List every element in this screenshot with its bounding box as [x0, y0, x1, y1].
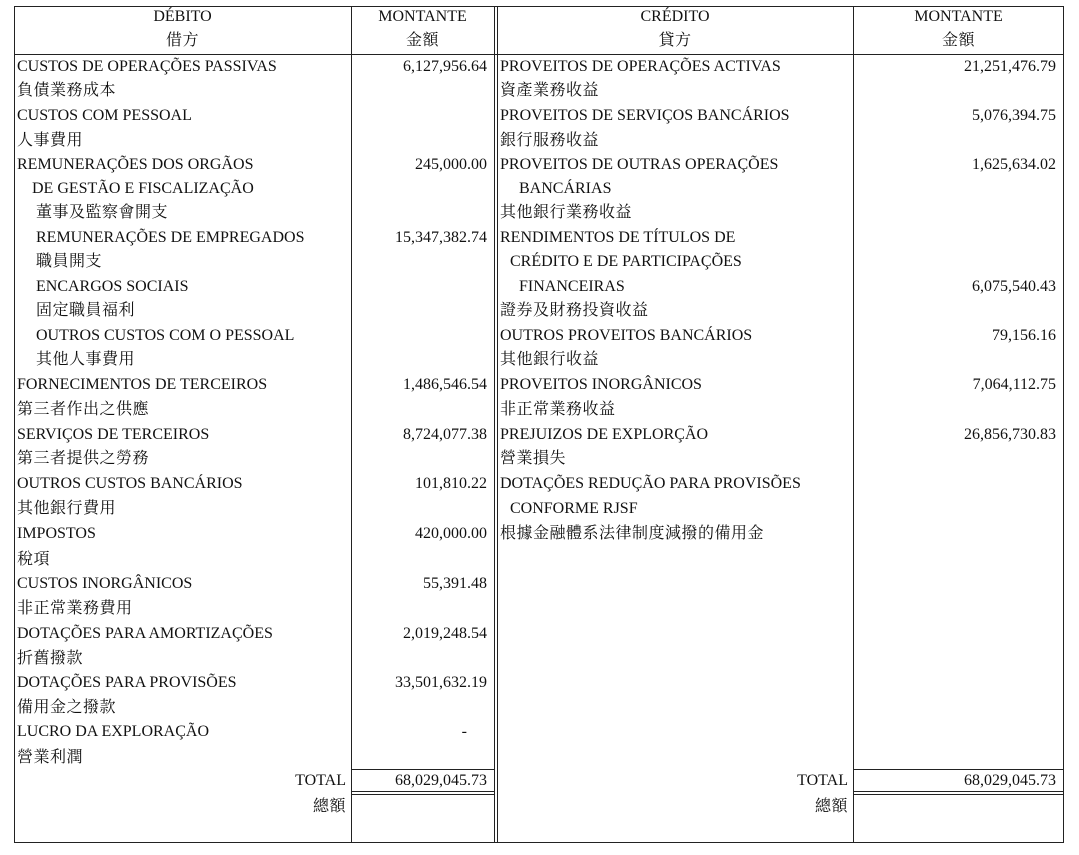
debit-item-label: CUSTOS DE OPERAÇÕES PASSIVAS: [17, 58, 277, 75]
credit-total-label-zh: 總額: [814, 798, 848, 815]
credit-item-label-zh: 非正常業務收益: [500, 401, 616, 418]
credit-item-amount: 1,625,634.02: [972, 156, 1056, 173]
credit-item-label-zh: 資產業務收益: [500, 82, 600, 99]
credit-item-label-cont: FINANCEIRAS: [519, 278, 625, 295]
credit-amount-header: [853, 5, 1064, 53]
credit-item-amount: 5,076,394.75: [972, 107, 1056, 124]
debit-item-label: LUCRO DA EXPLORAÇÃO: [17, 723, 210, 740]
credit-item-label: PROVEITOS DE OUTRAS OPERAÇÕES: [500, 156, 779, 173]
credit-item-label: PREJUIZOS DE EXPLORÇÃO: [500, 426, 709, 443]
debit-item-amount: 420,000.00: [415, 525, 487, 542]
credit-item-amount: 21,251,476.79: [964, 58, 1056, 75]
debit-item-label: REMUNERAÇÕES DOS ORGÃOS: [17, 156, 254, 173]
debit-item-label-zh: 其他人事費用: [36, 351, 136, 368]
credit-item-label: OUTROS PROVEITOS BANCÁRIOS: [500, 327, 753, 344]
credit-item-label: DOTAÇÕES REDUÇÃO PARA PROVISÕES: [500, 475, 801, 492]
debit-item-label-zh: 固定職員福利: [36, 302, 136, 319]
debit-total-label: TOTAL: [295, 772, 346, 789]
column-divider: [494, 6, 495, 843]
debit-item-label-cont: DE GESTÃO E FISCALIZAÇÃO: [32, 180, 254, 197]
debit-total-label-zh: 總額: [312, 798, 346, 815]
credit-item-label-zh: 證券及財務投資收益: [500, 302, 649, 319]
debit-amount-header: [351, 5, 494, 53]
debit-item-label: OUTROS CUSTOS COM O PESSOAL: [36, 327, 295, 344]
debit-header-pt: DÉBITO: [153, 8, 212, 25]
debit-header: [14, 5, 351, 53]
credit-total-label: TOTAL: [797, 772, 848, 789]
debit-item-label: CUSTOS COM PESSOAL: [17, 107, 192, 124]
debit-item-label: FORNECIMENTOS DE TERCEIROS: [17, 376, 268, 393]
credit-total-double-line: [853, 794, 1064, 795]
column-divider: [497, 6, 498, 843]
debit-item-amount: 245,000.00: [415, 156, 487, 173]
amount-header-pt: MONTANTE: [378, 8, 467, 25]
credit-header-zh: 貸方: [658, 32, 692, 49]
credit-item-label: PROVEITOS DE SERVIÇOS BANCÁRIOS: [500, 107, 790, 124]
credit-item-label: PROVEITOS DE OPERAÇÕES ACTIVAS: [500, 58, 781, 75]
debit-item-amount: 33,501,632.19: [395, 674, 487, 691]
credit-item-amount: 7,064,112.75: [972, 376, 1056, 393]
debit-item-amount: 15,347,382.74: [395, 229, 487, 246]
debit-item-label-zh: 負債業務成本: [17, 82, 117, 99]
debit-item-label-zh: 折舊撥款: [17, 650, 84, 667]
debit-item-label-zh: 備用金之撥款: [17, 699, 117, 716]
debit-item-label: OUTROS CUSTOS BANCÁRIOS: [17, 475, 243, 492]
debit-header-zh: 借方: [165, 32, 199, 49]
debit-total-double-line: [351, 794, 494, 795]
debit-item-label-zh: 人事費用: [17, 132, 84, 149]
credit-header-pt: CRÉDITO: [640, 8, 710, 25]
debit-item-label: CUSTOS INORGÂNICOS: [17, 575, 193, 592]
debit-item-label: REMUNERAÇÕES DE EMPREGADOS: [36, 229, 305, 246]
debit-item-label: ENCARGOS SOCIAIS: [36, 278, 189, 295]
credit-item-label-cont: CONFORME RJSF: [510, 500, 638, 517]
credit-header: [497, 5, 853, 53]
credit-item-amount: 6,075,540.43: [972, 278, 1056, 295]
credit-item-label-zh: 營業損失: [500, 450, 567, 467]
debit-item-amount: 55,391.48: [423, 575, 487, 592]
debit-item-label-zh: 非正常業務費用: [17, 600, 133, 617]
debit-item-amount: 101,810.22: [415, 475, 487, 492]
amount2-header-pt: MONTANTE: [914, 8, 1003, 25]
credit-item-label-zh: 銀行服務收益: [500, 132, 600, 149]
credit-item-label: PROVEITOS INORGÂNICOS: [500, 376, 702, 393]
credit-item-label-zh: 其他銀行收益: [500, 351, 600, 368]
debit-item-label-zh: 其他銀行費用: [17, 500, 117, 517]
amount2-header-zh: 金額: [941, 32, 975, 49]
credit-item-amount: 26,856,730.83: [964, 426, 1056, 443]
credit-item-label-cont: BANCÁRIAS: [519, 180, 612, 197]
credit-item-amount: 79,156.16: [992, 327, 1056, 344]
debit-item-label: DOTAÇÕES PARA AMORTIZAÇÕES: [17, 625, 273, 642]
debit-item-amount: 1,486,546.54: [403, 376, 487, 393]
debit-item-label: IMPOSTOS: [17, 525, 96, 542]
debit-item-label-zh: 職員開支: [36, 253, 103, 270]
amount-header-zh: 金額: [405, 32, 439, 49]
credit-item-label-cont: CRÉDITO E DE PARTICIPAÇÕES: [510, 253, 742, 270]
debit-item-label-zh: 第三者提供之勞務: [17, 450, 150, 467]
debit-item-label: DOTAÇÕES PARA PROVISÕES: [17, 674, 237, 691]
debit-item-amount: 2,019,248.54: [403, 625, 487, 642]
debit-item-amount: 8,724,077.38: [403, 426, 487, 443]
credit-item-label-zh: 根據金融體系法律制度減撥的備用金: [500, 525, 765, 542]
debit-item-amount: -: [461, 723, 467, 740]
debit-item-label-zh: 第三者作出之供應: [17, 401, 150, 418]
debit-item-label-zh: 董事及監察會開支: [36, 204, 169, 221]
debit-item-label-zh: 稅項: [17, 551, 51, 568]
debit-item-label: SERVIÇOS DE TERCEIROS: [17, 426, 210, 443]
credit-total-amount: 68,029,045.73: [964, 772, 1056, 789]
debit-item-label-zh: 營業利潤: [17, 749, 84, 766]
credit-item-label: RENDIMENTOS DE TÍTULOS DE: [500, 229, 736, 246]
credit-item-label-zh: 其他銀行業務收益: [500, 204, 633, 221]
debit-item-amount: 6,127,956.64: [403, 58, 487, 75]
debit-total-amount: 68,029,045.73: [395, 772, 487, 789]
